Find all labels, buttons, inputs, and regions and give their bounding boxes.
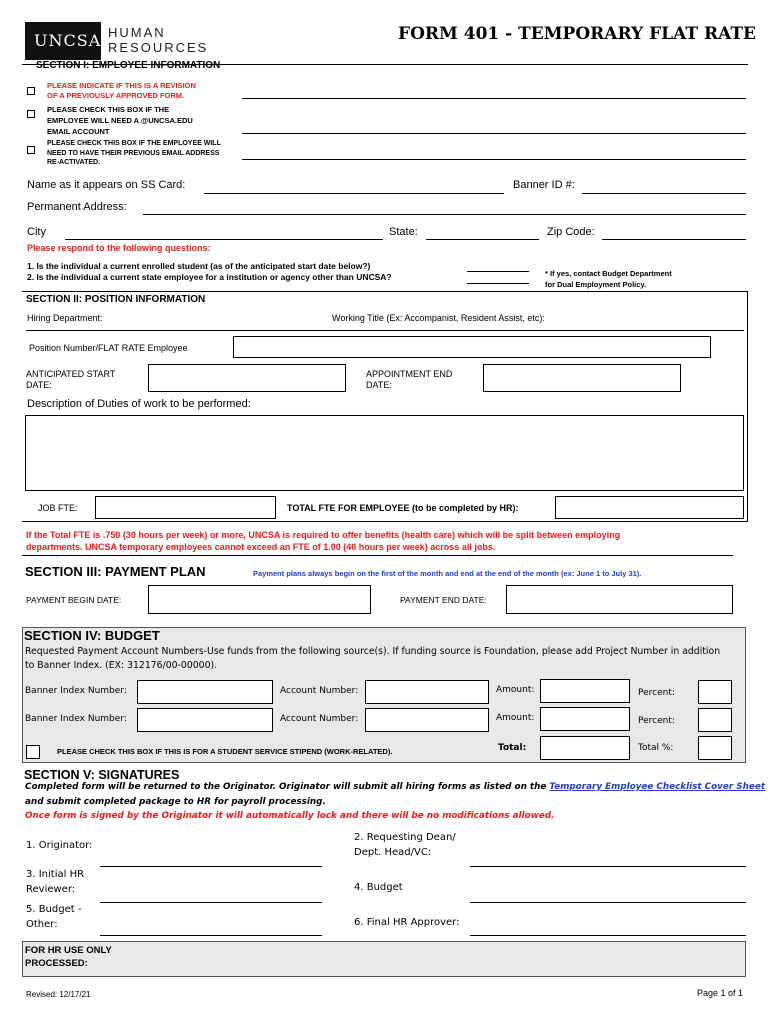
stipend-label: PLEASE CHECK THIS BOX IF THIS IS FOR A STUDENT SERVICE STIPEND (WORK-RELATED). xyxy=(57,747,393,756)
budget-label: 4. Budget xyxy=(354,882,403,893)
fte-note-line1: If the Total FTE is .750 (30 hours per week) or more, UNCSA is required to offer benefits (health care) which will be split between employing xyxy=(26,530,621,540)
dean-signature-line[interactable] xyxy=(470,866,746,867)
hr-use-panel xyxy=(22,941,746,977)
account-field-1[interactable] xyxy=(365,680,489,704)
originator-signature-line[interactable] xyxy=(100,866,322,867)
originator-label: 1. Originator: xyxy=(26,840,93,851)
budget-desc-line1: Requested Payment Account Numbers-Use funds from the following source(s). If funding source is Foundation, please add Project Number in addition xyxy=(25,646,721,657)
city-label: City xyxy=(27,226,46,238)
hr-use-line1: FOR HR USE ONLY xyxy=(25,945,112,956)
signatures-line3: Once form is signed by the Originator it will automatically lock and there will be no modifications allowed. xyxy=(25,811,555,821)
account-label-1: Account Number: xyxy=(280,686,359,696)
initial-hr-signature-line[interactable] xyxy=(100,902,322,903)
budget-desc-line2: to Banner Index. (EX: 312176/00-00000). xyxy=(25,660,218,671)
address-label: Permanent Address: xyxy=(27,201,127,213)
amount-field-1[interactable] xyxy=(540,679,630,703)
total-percent-field[interactable] xyxy=(698,736,732,760)
banner-index-field-2[interactable] xyxy=(137,708,273,732)
q2-answer-field[interactable] xyxy=(467,283,529,284)
total-fte-field[interactable] xyxy=(555,496,744,519)
respond-label: Please respond to the following questions: xyxy=(27,243,211,253)
banner-index-label-1: Banner Index Number: xyxy=(25,686,127,696)
job-fte-field[interactable] xyxy=(95,496,276,519)
hr-line2: RESOURCES xyxy=(108,40,209,55)
working-title-label: Working Title (Ex: Accompanist, Resident Assist, etc): xyxy=(332,313,545,323)
end-line2: DATE: xyxy=(366,380,392,390)
section2-title: SECTION II: POSITION INFORMATION xyxy=(26,294,206,305)
name-label: Name as it appears on SS Card: xyxy=(27,179,186,191)
end-date-field[interactable] xyxy=(483,364,681,392)
section1-title: SECTION I: EMPLOYEE INFORMATION xyxy=(36,60,221,71)
end-line1: APPOINTMENT END xyxy=(366,369,453,379)
uncsa-logo xyxy=(25,22,101,60)
react-line1: PLEASE CHECK THIS BOX IF THE EMPLOYEE WILL xyxy=(47,140,221,147)
q1-answer-field[interactable] xyxy=(467,271,529,272)
email-line3: EMAIL ACCOUNT xyxy=(47,127,110,136)
payment-begin-label: PAYMENT BEGIN DATE: xyxy=(26,595,122,605)
banner-index-label-2: Banner Index Number: xyxy=(25,714,127,724)
email-line1: PLEASE CHECK THIS BOX IF THE xyxy=(47,105,170,114)
email-checkbox[interactable] xyxy=(27,110,35,118)
hr-use-line2: PROCESSED: xyxy=(25,958,88,969)
state-field[interactable] xyxy=(426,239,539,240)
revision-checkbox[interactable] xyxy=(27,87,35,95)
payment-begin-field[interactable] xyxy=(148,585,371,614)
revision-line2: OF A PREVIOUSLY APPROVED FORM. xyxy=(47,91,185,100)
percent-label-1: Percent: xyxy=(638,688,675,698)
start-line1: ANTICIPATED START xyxy=(26,369,116,379)
hiring-dept-field[interactable] xyxy=(26,330,744,331)
hiring-dept-label: Hiring Department: xyxy=(27,313,103,323)
start-date-field[interactable] xyxy=(148,364,346,392)
duties-field[interactable] xyxy=(25,415,744,491)
fte-note-line2: departments. UNCSA temporary employees cannot exceed an FTE of 1.00 (40 hours per week) across all jobs. xyxy=(26,542,496,552)
name-field[interactable] xyxy=(204,193,504,194)
section3-title: SECTION III: PAYMENT PLAN xyxy=(25,564,206,579)
email-line2: EMPLOYEE WILL NEED A @UNCSA.EDU xyxy=(47,116,193,125)
note-line1: * If yes, contact Budget Department xyxy=(545,269,672,278)
payment-note: Payment plans always begin on the first of the month and end at the end of the month (ex: June 1 to July 31). xyxy=(253,569,642,578)
percent-label-2: Percent: xyxy=(638,716,675,726)
city-field[interactable] xyxy=(65,239,383,240)
banner-index-field-1[interactable] xyxy=(137,680,273,704)
react-line3: RE-ACTIVATED. xyxy=(47,159,101,166)
question-1: 1. Is the individual a current enrolled student (as of the anticipated start date below?) xyxy=(27,261,371,271)
section4-title: SECTION IV: BUDGET xyxy=(24,628,160,643)
revision-line1: PLEASE INDICATE IF THIS IS A REVISION xyxy=(47,81,196,90)
signatures-line2: and submit completed package to HR for payroll processing. xyxy=(25,797,326,807)
dean-line1: 2. Requesting Dean/ xyxy=(354,832,456,843)
initial-hr-line2: Reviewer: xyxy=(26,884,76,895)
final-hr-label: 6. Final HR Approver: xyxy=(354,917,460,928)
zip-label: Zip Code: xyxy=(547,226,595,238)
stipend-checkbox[interactable] xyxy=(26,745,40,759)
amount-field-2[interactable] xyxy=(540,707,630,731)
percent-field-2[interactable] xyxy=(698,708,732,732)
total-label: Total: xyxy=(498,743,527,753)
final-hr-signature-line[interactable] xyxy=(470,935,746,936)
revision-field[interactable] xyxy=(242,98,746,99)
zip-field[interactable] xyxy=(602,239,746,240)
page-number: Page 1 of 1 xyxy=(697,988,744,998)
banner-id-label: Banner ID #: xyxy=(513,179,575,191)
amount-label-2: Amount: xyxy=(496,713,535,723)
banner-id-field[interactable] xyxy=(582,193,746,194)
note-line2: for Dual Employment Policy. xyxy=(545,280,647,289)
checklist-link[interactable]: Temporary Employee Checklist Cover Sheet xyxy=(549,782,766,792)
start-line2: DATE: xyxy=(26,380,52,390)
total-percent-label: Total %: xyxy=(638,743,674,753)
job-fte-label: JOB FTE: xyxy=(38,503,78,513)
revised-date: Revised: 12/17/21 xyxy=(26,990,91,999)
hr-line1: HUMAN xyxy=(108,25,166,40)
reactivate-field[interactable] xyxy=(242,159,746,160)
budget-other-line1: 5. Budget - xyxy=(26,904,82,915)
section5-title: SECTION V: SIGNATURES xyxy=(24,768,180,782)
total-amount-field[interactable] xyxy=(540,736,630,760)
budget-other-line2: Other: xyxy=(26,919,58,930)
position-number-field[interactable] xyxy=(233,336,711,358)
budget-other-signature-line[interactable] xyxy=(100,935,322,936)
reactivate-checkbox[interactable] xyxy=(27,146,35,154)
payment-end-label: PAYMENT END DATE: xyxy=(400,595,487,605)
total-fte-label: TOTAL FTE FOR EMPLOYEE (to be completed by HR): xyxy=(287,503,519,513)
account-field-2[interactable] xyxy=(365,708,489,732)
budget-signature-line[interactable] xyxy=(470,902,746,903)
account-label-2: Account Number: xyxy=(280,714,359,724)
initial-hr-line1: 3. Initial HR xyxy=(26,869,85,880)
react-line2: NEED TO HAVE THEIR PREVIOUS EMAIL ADDRESS xyxy=(47,150,220,157)
email-field[interactable] xyxy=(242,133,746,134)
duties-label: Description of Duties of work to be performed: xyxy=(27,398,251,410)
amount-label-1: Amount: xyxy=(496,685,535,695)
position-label: Position Number/FLAT RATE Employee xyxy=(29,343,188,353)
logo-text: UNCSA xyxy=(34,31,102,50)
address-field[interactable] xyxy=(143,214,746,215)
question-2: 2. Is the individual a current state employee for a institution or agency other than UNCSA? xyxy=(27,272,392,282)
state-label: State: xyxy=(389,226,418,238)
signatures-line1-text: Completed form will be returned to the Originator. Originator will submit all hiring forms as listed on the xyxy=(25,782,550,792)
form-title: FORM 401 - TEMPORARY FLAT RATE xyxy=(398,24,756,44)
percent-field-1[interactable] xyxy=(698,680,732,704)
payment-end-field[interactable] xyxy=(506,585,733,614)
dean-line2: Dept. Head/VC: xyxy=(354,847,432,858)
signatures-line1 xyxy=(25,782,765,792)
